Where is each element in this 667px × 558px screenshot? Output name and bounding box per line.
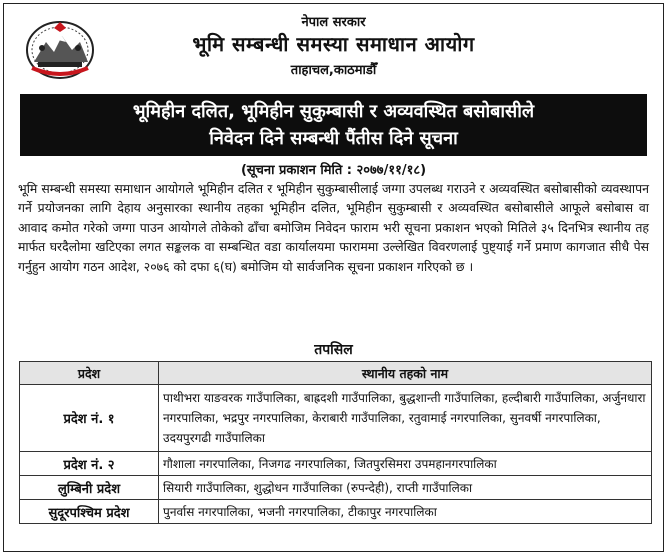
schedule-title: तपसिल — [314, 342, 353, 358]
schedule-table — [19, 361, 652, 524]
notice-page — [3, 3, 664, 552]
table-row — [20, 452, 652, 476]
commission-title: भूमि सम्बन्धी समस्या समाधान आयोग — [192, 32, 475, 56]
province-cell: लुम्बिनी प्रदेश — [20, 476, 159, 500]
header-local-units: स्थानीय तहको नाम — [159, 362, 652, 385]
table-row — [20, 476, 652, 500]
office-location: ताहाचल,काठमाडौँ — [290, 63, 377, 78]
province-cell: प्रदेश नं. १ — [20, 385, 159, 452]
government-name: नेपाल सरकार — [301, 15, 366, 30]
local-units-cell: गौशाला नगरपालिका, निजगढ नगरपालिका, जितपुरसिमरा उपमहानगरपालिका — [159, 452, 652, 476]
local-units-cell: सियारी गाउँपालिका, शुद्धोधन गाउँपालिका (रुपन्देही), राप्ती गाउँपालिका — [159, 476, 652, 500]
notice-body: भूमि सम्बन्धी समस्या समाधान आयोगले भूमिहीन दलित र भूमिहीन सुकुम्बासीलाई जग्गा उपलब्ध गराउने र अव्यवस्थित बसोबासीको व्यवस्थापन गर्ने प्रयोजनका लागि देहाय अनुसारका स्थानीय तहका भूमिहीन दलित, भूमिहीन सुकुम्बासी र अव्यवस्थित बसोबासीले आफूले बसोबास वा आवाद कमोत गरेको जग्गा पाउन आयोगले तोकेको ढाँचा बमोजिम निवेदन फाराम भरी सूचना प्रकाशन भएको मितिले ३५ दिनभित्र स्थानीय तह मार्फत घरदैलोमा खटिएका लगत सङ्कलक वा सम्बन्धित वडा कार्यालयमा फाराममा उल्लेखित विवरणलाई पुष्ट्याई गर्ने प्रमाण कागजात सीधै पेस गर्नुहुन आयोग गठन आदेश, २०७६ को दफा ६(घ) बमोजिम यो सार्वजनिक सूचना प्रकाशन गरिएको छ । — [18, 181, 649, 274]
header-province: प्रदेश — [20, 362, 159, 385]
table-row — [20, 385, 652, 452]
province-cell: सुदूरपश्चिम प्रदेश — [20, 500, 159, 524]
banner-line-2: निवेदन दिने सम्बन्धी पैंतीस दिने सूचना — [209, 128, 458, 149]
province-cell: प्रदेश नं. २ — [20, 452, 159, 476]
publication-date: (सूचना प्रकाशन मिति : २०७७/११/१८) — [240, 163, 427, 178]
notice-banner — [20, 94, 647, 156]
table-header-row — [20, 362, 652, 385]
banner-line-1: भूमिहीन दलित, भूमिहीन सुकुम्बासी र अव्यवस्थित बसोबासीले — [132, 101, 535, 122]
local-units-cell: पाथीभरा याङवरक गाउँपालिका, बाह्रदशी गाउँपालिका, बुद्धशान्ती गाउँपालिका, हल्दीबारी गाउँपालिका, अर्जुनधारा नगरपालिका, भद्रपुर नगरपालिका, केराबारी गाउँपालिका, रतुवामाई नगरपालिका, सुनवर्षी नगरपालिका, उदयपुरगढी गाउँपालिका — [159, 385, 652, 452]
table-row — [20, 500, 652, 524]
local-units-cell: पुनर्वास नगरपालिका, भजनी नगरपालिका, टीकापुर नगरपालिका — [159, 500, 652, 524]
